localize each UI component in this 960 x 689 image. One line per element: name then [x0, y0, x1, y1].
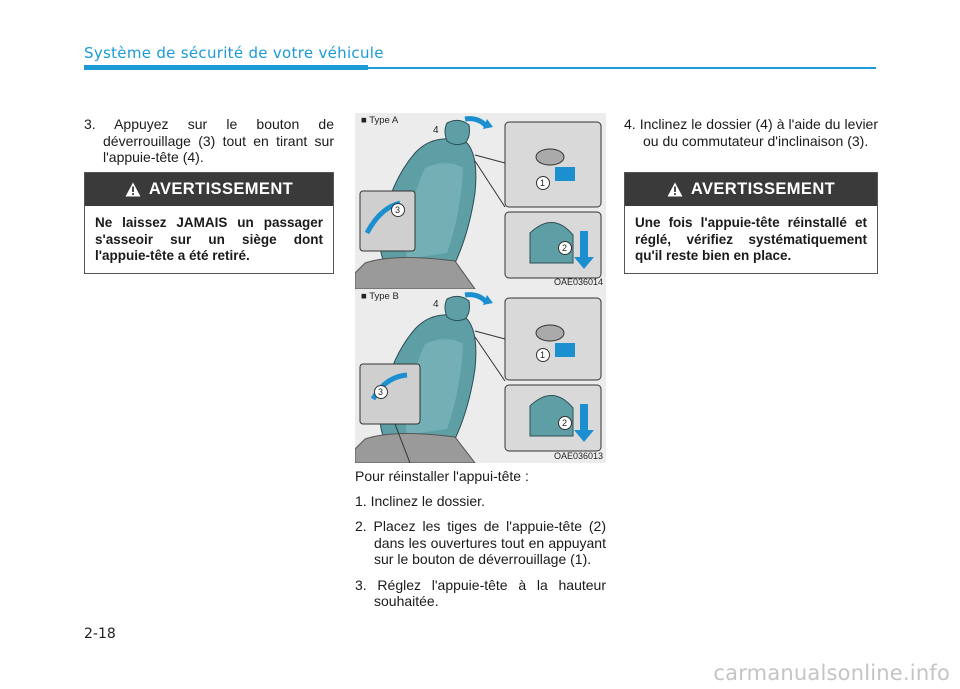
left-column	[84, 116, 334, 175]
warning-heading: AVERTISSEMENT	[148, 180, 294, 198]
callout-2: 2	[562, 243, 568, 253]
warning-header	[625, 173, 877, 206]
instruction-step-4: 4. Inclinez le dossier (4) à l'aide du levier ou du commutateur d'inclinaison (3).	[624, 116, 878, 149]
header-rule-thin	[368, 67, 876, 69]
callout-3: 3	[395, 205, 401, 215]
reinstall-step-1: 1. Inclinez le dossier.	[355, 492, 485, 509]
callout-4: 4	[433, 299, 439, 310]
right-column	[624, 116, 878, 158]
header-rule-thick	[84, 65, 368, 70]
seat-illustration-b	[355, 289, 606, 463]
warning-text: Une fois l'appuie-tête réinstallé et réglé, vérifiez systématiquement qu'il reste bien en place.	[635, 215, 867, 263]
figure-type-a	[355, 113, 606, 289]
callout-3: 3	[378, 387, 384, 397]
callout-1: 1	[540, 178, 546, 188]
seat-illustration-a	[355, 113, 606, 289]
section-title: Système de sécurité de votre véhicule	[84, 44, 384, 62]
warning-triangle-icon	[125, 182, 141, 197]
warning-header	[85, 173, 333, 206]
figure-code: OAE036013	[553, 451, 603, 461]
figure-type-label: ■ Type B	[361, 291, 399, 302]
callout-4: 4	[433, 125, 439, 136]
watermark: carmanualsonline.info	[713, 661, 950, 685]
callout-2: 2	[562, 418, 568, 428]
warning-box-left	[84, 172, 334, 274]
figure-code: OAE036014	[553, 277, 603, 287]
warning-heading: AVERTISSEMENT	[690, 180, 836, 198]
callout-1: 1	[540, 350, 546, 360]
page-number: 2-18	[84, 626, 116, 642]
reinstall-intro: Pour réinstaller l'appui-tête :	[355, 468, 529, 484]
middle-column	[355, 468, 606, 619]
figure-type-b	[355, 289, 606, 463]
warning-triangle-icon	[667, 182, 683, 197]
reinstall-step-2: 2. Placez les tiges de l'appuie-tête (2) dans les ouvertures tout en appuyant sur le bouton de déverrouillage (1).	[355, 518, 606, 567]
instruction-step-3: 3. Appuyez sur le bouton de déverrouillage (3) tout en tirant sur l'appuie-tête (4).	[84, 116, 334, 165]
warning-text: Ne laissez JAMAIS un passager s'asseoir sur un siège dont l'appuie-tête a été retiré.	[95, 215, 323, 263]
figure-type-label: ■ Type A	[361, 115, 399, 126]
warning-box-right	[624, 172, 878, 274]
reinstall-step-3: 3. Réglez l'appuie-tête à la hauteur souhaitée.	[355, 576, 606, 609]
